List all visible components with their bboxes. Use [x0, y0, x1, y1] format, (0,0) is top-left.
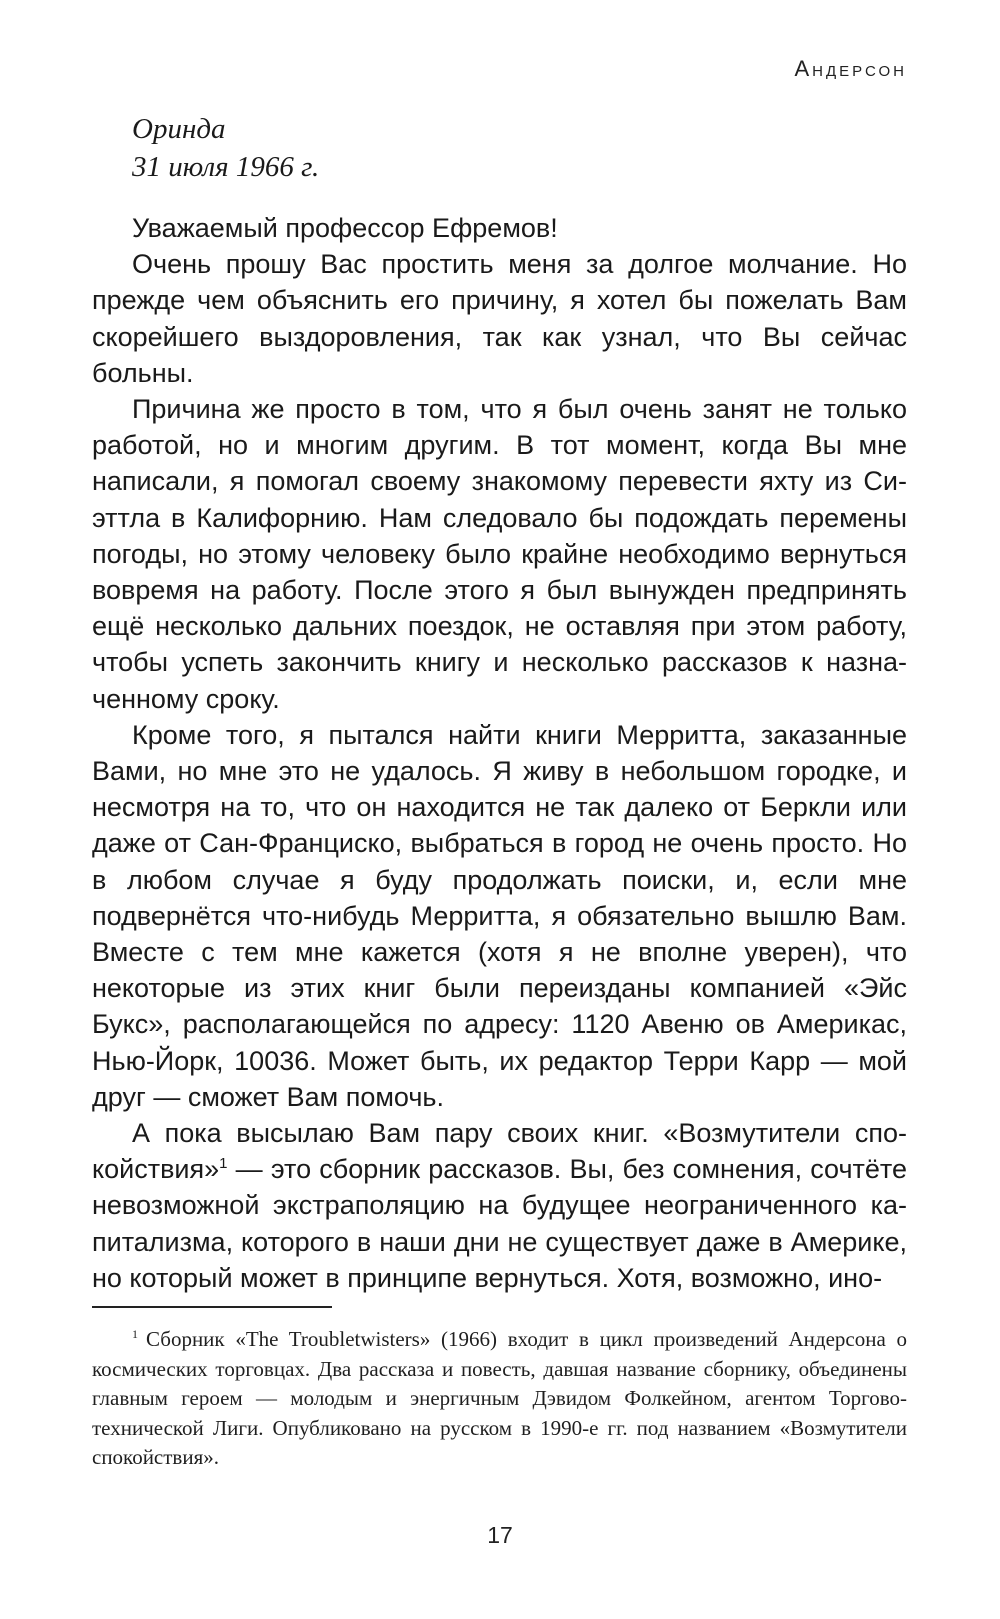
footnote — [92, 1320, 907, 1473]
letter-text — [92, 210, 907, 1296]
page-body — [92, 110, 907, 1296]
footnote-mark: 1 — [132, 1327, 138, 1341]
letter-paragraph: Причина же просто в том, что я был очень занят не только работой, но и многим другим. В тот момент, когда Вы мне написали, я помогал своему знакомому перевести яхту из Сиэттла в Калифорнию. Нам следовало бы подождать перемены погоды, но этому человеку было крайне необходимо вернуться вовремя на работу. После этого я был вынужден предпринять ещё несколько дальних поездок, не оставляя при этом работу, чтобы успеть закончить книгу и несколько рассказов к назначенному сроку. — [92, 394, 907, 714]
letter-paragraph: Кроме того, я пытался найти книги Мерритта, заказанные Вами, но мне это не удалось. Я живу в небольшом городке, и несмотря на то, что он находится не так далеко от Беркли или даже от Сан-Франциско, выбраться в город не очень просто. Но в любом случае я буду продолжать поиски, и, если мне подвернётся что-нибудь Мерритта, я обязательно вышлю Вам. Вместе с тем мне кажется (хотя я не вполне уверен), что некоторые из этих книг были переизданы компанией «Эйс Букс», располагающейся по адресу: 1120 Авеню ов Америкас, Нью-Йорк, 10036. Может быть, их редактор Терри Карр — мой друг — сможет Вам помочь. — [92, 719, 907, 1112]
paragraph-text-after-note: — это сборник рассказов. Вы, без сомнения, сочтёте невозможной экстраполяцию на будущее неограниченного капитализма, которого в наши дни не существует даже в Америке, но который может в принципе вернуться. Хотя, возможно, ино- — [92, 1154, 907, 1293]
footnote-reference[interactable]: 1 — [219, 1155, 228, 1173]
paragraph-text-before-note: А пока высылаю Вам пару своих книг. «Возмутители спокойствия» — [92, 1118, 907, 1185]
letter-salutation: Уважаемый профессор Ефремов! — [132, 213, 558, 243]
footnote-text: Сборник «The Troubletwisters» (1966) входит в цикл произведений Андерсона о космических торговцах. Два рассказа и повесть, давшая название сборнику, объединены главным героем — молодым и энергичным Дэвидом Фолкейном, агентом Торгово-технической Лиги. Опубликовано на русском в 1990-е гг. под названием «Возмутители спокойствия». — [92, 1327, 907, 1469]
footnote-divider — [92, 1306, 332, 1308]
letter-date: 31 июля 1966 г. — [132, 151, 320, 183]
running-head: Андерсон — [794, 56, 907, 81]
letter-location: Оринда — [132, 113, 226, 145]
letter-paragraph: Очень прошу Вас простить меня за долгое молчание. Но прежде чем объяснить его причину, я хотел бы пожелать Вам скорейшего выздоровления, так как узнал, что Вы сейчас больны. — [92, 249, 907, 388]
letter-paragraph-last — [92, 1115, 907, 1296]
page-number: 17 — [487, 1522, 513, 1548]
